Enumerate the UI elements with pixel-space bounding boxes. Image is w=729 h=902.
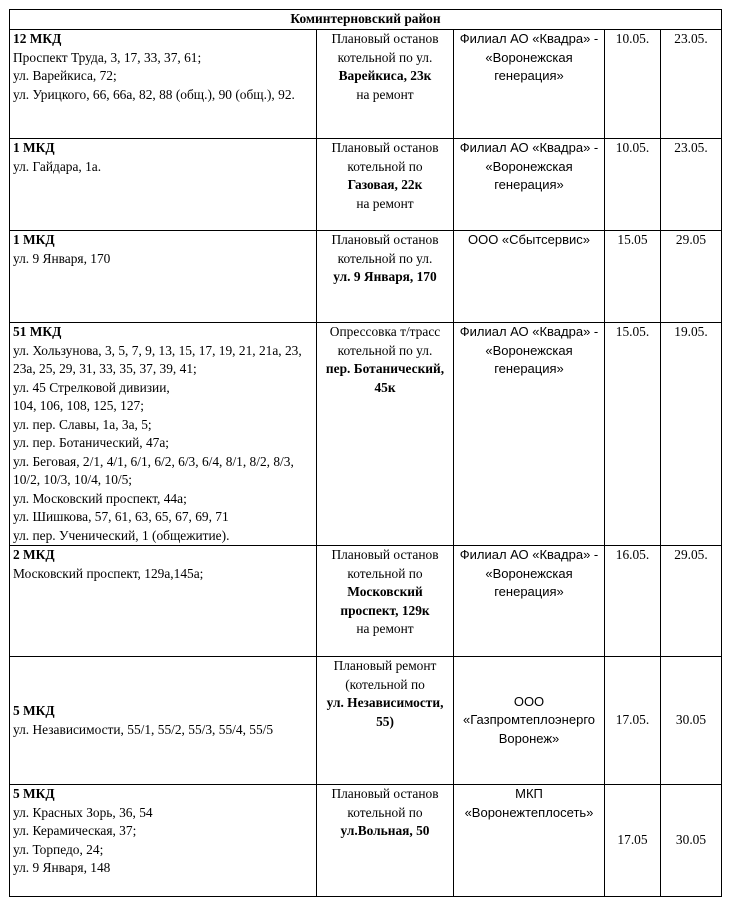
- end-date: 30.05: [661, 785, 722, 897]
- reason-suffix: на ремонт: [356, 195, 414, 211]
- address-cell: [10, 785, 317, 897]
- organization-cell: ООО «Сбытсервис»: [454, 231, 605, 323]
- start-date: 15.05: [605, 231, 661, 323]
- address-line: ул. Варейкиса, 72;: [13, 68, 117, 83]
- reason-suffix: на ремонт: [356, 621, 414, 636]
- reason-text: Плановый останов котельной по ул.: [331, 232, 439, 266]
- mkd-count: 1 МКД: [13, 140, 55, 155]
- reason-text: Плановый останов котельной по ул.: [331, 31, 439, 65]
- reason-text: Плановый ремонт (котельной по: [333, 658, 437, 692]
- address-line: ул. пер. Ученический, 1 (общежитие).: [13, 527, 230, 543]
- boiler-address: Варейкиса, 23к: [338, 68, 432, 83]
- reason-text: Плановый останов котельной по: [331, 547, 439, 581]
- reason-text: Плановый останов котельной по: [331, 140, 439, 174]
- table-row: [10, 323, 722, 546]
- start-date: 17.05: [605, 785, 661, 897]
- end-date: 29.05: [661, 231, 722, 323]
- address-line: Проспект Труда, 3, 17, 33, 37, 61;: [13, 49, 202, 65]
- mkd-count: 5 МКД: [13, 786, 55, 801]
- end-date: 23.05.: [661, 139, 722, 231]
- organization-cell: Филиал АО «Квадра» - «Воронежская генерация»: [454, 30, 605, 139]
- reason-cell: [317, 323, 454, 546]
- address-line: ул. 9 Января, 148: [13, 860, 111, 875]
- organization-cell: ООО «Газпромтеплоэнерго Воронеж»: [454, 657, 605, 785]
- outage-schedule-table: [9, 9, 722, 897]
- reason-cell: [317, 30, 454, 139]
- address-line: ул. Шишкова, 57, 61, 63, 65, 67, 69, 71: [13, 509, 229, 524]
- boiler-address: Газовая, 22к: [347, 177, 423, 192]
- organization-cell: Филиал АО «Квадра» - «Воронежская генерация»: [454, 323, 605, 546]
- start-date: 16.05.: [605, 546, 661, 657]
- address-line: ул. 9 Января, 170: [13, 250, 111, 266]
- organization-cell: МКП «Воронежтеплосеть»: [454, 785, 605, 897]
- start-date: 17.05.: [605, 657, 661, 785]
- start-date: 10.05.: [605, 30, 661, 139]
- address-cell: [10, 657, 317, 785]
- table-row: [10, 139, 722, 231]
- table-row: [10, 231, 722, 323]
- table-row: [10, 546, 722, 657]
- end-date: 23.05.: [661, 30, 722, 139]
- address-line: ул. Беговая, 2/1, 4/1, 6/1, 6/2, 6/3, 6/4, 8/1, 8/2, 8/3, 10/2, 10/3, 10/4, 10/5;: [13, 453, 294, 487]
- reason-suffix: на ремонт: [356, 86, 414, 102]
- district-title: Коминтерновский район: [10, 10, 722, 30]
- address-cell: [10, 323, 317, 546]
- boiler-address: ул. 9 Января, 170: [333, 269, 437, 284]
- address-line: ул. пер. Ботанический, 47а;: [13, 435, 170, 450]
- address-cell: [10, 546, 317, 657]
- reason-cell: [317, 546, 454, 657]
- address-line: ул. Московский проспект, 44а;: [13, 490, 187, 506]
- address-line: 104, 106, 108, 125, 127;: [13, 398, 144, 413]
- reason-text: Плановый останов котельной по: [331, 786, 439, 820]
- organization-cell: Филиал АО «Квадра» - «Воронежская генерация»: [454, 546, 605, 657]
- address-line: ул. Керамическая, 37;: [13, 823, 137, 838]
- district-header-row: [10, 10, 722, 30]
- boiler-address: ул. Независимости, 55): [326, 695, 444, 729]
- boiler-address: ул.Вольная, 50: [340, 823, 430, 838]
- end-date: 19.05.: [661, 323, 722, 546]
- address-line: ул. Урицкого, 66, 66а, 82, 88 (общ.), 90 (общ.), 92.: [13, 86, 295, 102]
- address-cell: [10, 231, 317, 323]
- table-row: [10, 30, 722, 139]
- boiler-address: пер. Ботанический, 45к: [325, 361, 445, 395]
- address-line: Московский проспект, 129а,145а;: [13, 565, 204, 581]
- address-line: ул. Торпедо, 24;: [13, 841, 104, 857]
- organization-cell: Филиал АО «Квадра» - «Воронежская генерация»: [454, 139, 605, 231]
- address-line: ул. Хользунова, 3, 5, 7, 9, 13, 15, 17, 19, 21, 21а, 23, 23а, 25, 29, 31, 33, 35, 37, 39, 41;: [13, 342, 302, 376]
- start-date: 10.05.: [605, 139, 661, 231]
- mkd-count: 5 МКД: [13, 703, 55, 718]
- start-date: 15.05.: [605, 323, 661, 546]
- mkd-count: 1 МКД: [13, 232, 55, 247]
- reason-cell: [317, 139, 454, 231]
- end-date: 29.05.: [661, 546, 722, 657]
- address-line: ул. Независимости, 55/1, 55/2, 55/3, 55/4, 55/5: [13, 721, 274, 737]
- reason-text: Опрессовка т/трасс котельной по ул.: [329, 324, 441, 358]
- table-row: [10, 785, 722, 897]
- address-cell: [10, 30, 317, 139]
- boiler-address: Московский проспект, 129к: [340, 584, 430, 618]
- mkd-count: 51 МКД: [13, 324, 62, 339]
- address-line: ул. 45 Стрелковой дивизии,: [13, 379, 170, 395]
- reason-cell: [317, 231, 454, 323]
- end-date: 30.05: [661, 657, 722, 785]
- reason-cell: [317, 785, 454, 897]
- address-cell: [10, 139, 317, 231]
- address-line: ул. Красных Зорь, 36, 54: [13, 804, 153, 820]
- table-row: [10, 657, 722, 785]
- address-line: ул. Гайдара, 1а.: [13, 158, 102, 174]
- mkd-count: 12 МКД: [13, 31, 62, 46]
- mkd-count: 2 МКД: [13, 547, 55, 562]
- address-line: ул. пер. Славы, 1а, 3а, 5;: [13, 416, 152, 432]
- reason-cell: [317, 657, 454, 785]
